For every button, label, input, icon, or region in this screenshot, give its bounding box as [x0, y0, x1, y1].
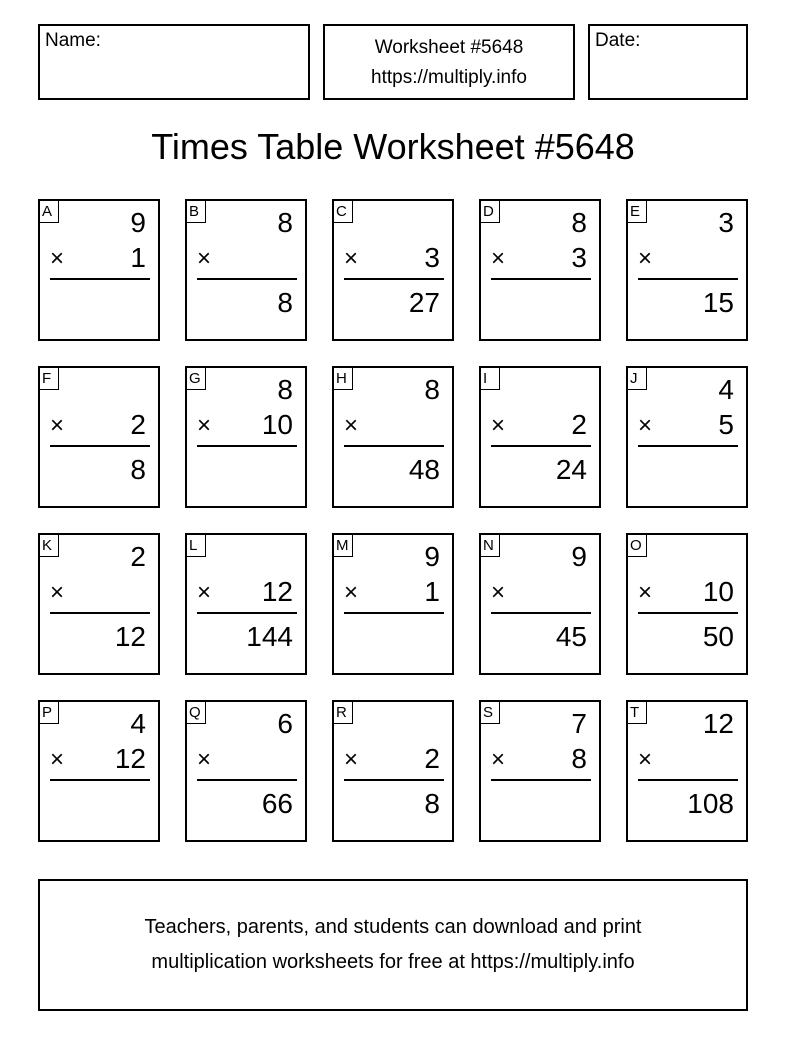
answer-line — [197, 612, 297, 614]
multiply-sign: × — [344, 746, 359, 773]
multiplicand: 9 — [130, 207, 146, 238]
multiplier: 1 — [424, 576, 440, 607]
footer-box — [38, 879, 748, 1011]
problem-letter: P — [40, 702, 59, 724]
multiplier: 1 — [130, 242, 146, 273]
answer-line — [491, 278, 591, 280]
answer-line — [638, 779, 738, 781]
problem-card — [332, 533, 454, 675]
worksheet-number: Worksheet #5648 — [374, 37, 524, 58]
problem-card — [185, 700, 307, 842]
multiplicand: 3 — [718, 207, 734, 238]
multiply-sign: × — [491, 746, 506, 773]
answer-line — [50, 445, 150, 447]
problem-letter: H — [334, 368, 353, 390]
problem-card — [479, 199, 601, 341]
product: 45 — [555, 621, 587, 652]
problem-card — [38, 366, 160, 508]
footer-line-2: multiplication worksheets for free at https://multiply.info — [151, 951, 635, 973]
multiplicand: 9 — [424, 541, 440, 572]
multiply-sign: × — [491, 245, 506, 272]
multiply-sign: × — [197, 746, 212, 773]
multiplicand: 8 — [277, 374, 293, 405]
multiplicand: 9 — [571, 541, 587, 572]
answer-line — [197, 445, 297, 447]
problem-card — [626, 366, 748, 508]
multiplicand: 2 — [130, 541, 146, 572]
product: 8 — [277, 287, 293, 318]
product: 66 — [261, 788, 293, 819]
problem-letter: J — [628, 368, 647, 390]
multiplier: 12 — [261, 576, 293, 607]
problem-card — [38, 199, 160, 341]
product: 48 — [408, 454, 440, 485]
footer-line-1: Teachers, parents, and students can download and print — [144, 916, 642, 938]
multiplier: 5 — [718, 409, 734, 440]
problem-letter: L — [187, 535, 206, 557]
multiply-sign: × — [638, 245, 653, 272]
answer-line — [638, 278, 738, 280]
multiply-sign: × — [491, 579, 506, 606]
product: 108 — [687, 788, 734, 819]
problem-letter: O — [628, 535, 647, 557]
problem-letter: M — [334, 535, 353, 557]
multiply-sign: × — [344, 412, 359, 439]
product: 24 — [555, 454, 587, 485]
multiplier: 2 — [130, 409, 146, 440]
problem-card — [626, 199, 748, 341]
answer-line — [344, 278, 444, 280]
problem-letter: B — [187, 201, 206, 223]
problem-card — [185, 533, 307, 675]
multiply-sign: × — [197, 245, 212, 272]
problem-card — [185, 199, 307, 341]
multiply-sign: × — [197, 579, 212, 606]
name-label: Name: — [45, 30, 101, 51]
multiplier: 10 — [702, 576, 734, 607]
answer-line — [50, 612, 150, 614]
problem-card — [38, 533, 160, 675]
answer-line — [344, 445, 444, 447]
product: 15 — [702, 287, 734, 318]
answer-line — [50, 779, 150, 781]
product: 144 — [246, 621, 293, 652]
multiplier: 2 — [571, 409, 587, 440]
problem-card — [38, 700, 160, 842]
worksheet-url: https://multiply.info — [371, 67, 527, 88]
multiply-sign: × — [638, 579, 653, 606]
multiplicand: 7 — [571, 708, 587, 739]
problem-card — [479, 533, 601, 675]
multiplicand: 8 — [571, 207, 587, 238]
multiply-sign: × — [50, 245, 65, 272]
problem-card — [479, 700, 601, 842]
problem-letter: S — [481, 702, 500, 724]
product: 8 — [424, 788, 440, 819]
multiplicand: 12 — [702, 708, 734, 739]
date-label: Date: — [595, 30, 641, 51]
problem-letter: C — [334, 201, 353, 223]
multiplicand: 4 — [130, 708, 146, 739]
problem-letter: I — [481, 368, 500, 390]
multiplicand: 6 — [277, 708, 293, 739]
multiplier: 12 — [114, 743, 146, 774]
problem-letter: D — [481, 201, 500, 223]
product: 12 — [114, 621, 146, 652]
page-title: Times Table Worksheet #5648 — [151, 126, 635, 167]
answer-line — [491, 779, 591, 781]
problem-card — [332, 700, 454, 842]
answer-line — [638, 612, 738, 614]
answer-line — [491, 445, 591, 447]
multiply-sign: × — [638, 746, 653, 773]
problem-letter: F — [40, 368, 59, 390]
multiplier: 10 — [261, 409, 293, 440]
problem-card — [626, 533, 748, 675]
problem-letter: T — [628, 702, 647, 724]
multiply-sign: × — [344, 245, 359, 272]
multiplier: 3 — [424, 242, 440, 273]
problem-letter: A — [40, 201, 59, 223]
multiply-sign: × — [50, 579, 65, 606]
product: 8 — [130, 454, 146, 485]
multiplicand: 8 — [277, 207, 293, 238]
answer-line — [638, 445, 738, 447]
product: 27 — [408, 287, 440, 318]
problem-letter: G — [187, 368, 206, 390]
problem-card — [332, 366, 454, 508]
multiplier: 3 — [571, 242, 587, 273]
product: 50 — [702, 621, 734, 652]
multiply-sign: × — [50, 746, 65, 773]
multiplier: 2 — [424, 743, 440, 774]
problem-card — [332, 199, 454, 341]
answer-line — [197, 278, 297, 280]
multiply-sign: × — [197, 412, 212, 439]
multiplier: 8 — [571, 743, 587, 774]
multiply-sign: × — [491, 412, 506, 439]
problem-letter: K — [40, 535, 59, 557]
multiply-sign: × — [638, 412, 653, 439]
answer-line — [197, 779, 297, 781]
answer-line — [491, 612, 591, 614]
answer-line — [50, 278, 150, 280]
problem-card — [479, 366, 601, 508]
problem-letter: R — [334, 702, 353, 724]
problem-letter: Q — [187, 702, 206, 724]
problem-letter: E — [628, 201, 647, 223]
problem-card — [626, 700, 748, 842]
multiplicand: 8 — [424, 374, 440, 405]
problem-card — [185, 366, 307, 508]
multiply-sign: × — [50, 412, 65, 439]
problem-letter: N — [481, 535, 500, 557]
multiplicand: 4 — [718, 374, 734, 405]
answer-line — [344, 612, 444, 614]
answer-line — [344, 779, 444, 781]
multiply-sign: × — [344, 579, 359, 606]
